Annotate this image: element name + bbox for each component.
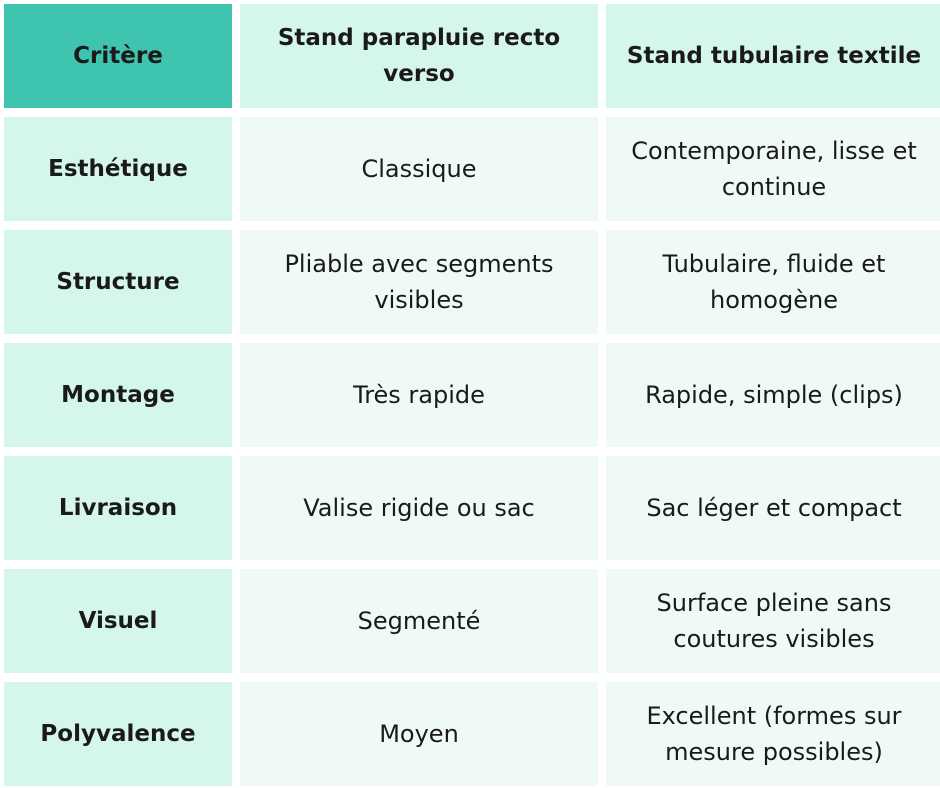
row-criterion-montage: Montage (4, 343, 232, 447)
row-value-tubulaire-structure: Tubulaire, fluide et homogène (606, 230, 940, 334)
header-stand-parapluie: Stand parapluie recto verso (240, 4, 598, 108)
row-criterion-esthetique: Esthétique (4, 117, 232, 221)
row-value-tubulaire-esthetique: Contemporaine, lisse et continue (606, 117, 940, 221)
header-stand-tubulaire: Stand tubulaire textile (606, 4, 940, 108)
row-value-parapluie-visuel: Segmenté (240, 569, 598, 673)
row-value-tubulaire-polyvalence: Excellent (formes sur mesure possibles) (606, 682, 940, 786)
row-criterion-structure: Structure (4, 230, 232, 334)
header-criterion: Critère (4, 4, 232, 108)
row-criterion-visuel: Visuel (4, 569, 232, 673)
row-value-parapluie-polyvalence: Moyen (240, 682, 598, 786)
row-value-tubulaire-visuel: Surface pleine sans coutures visibles (606, 569, 940, 673)
row-value-tubulaire-livraison: Sac léger et compact (606, 456, 940, 560)
row-value-parapluie-structure: Pliable avec segments visibles (240, 230, 598, 334)
row-criterion-livraison: Livraison (4, 456, 232, 560)
row-value-parapluie-livraison: Valise rigide ou sac (240, 456, 598, 560)
row-value-tubulaire-montage: Rapide, simple (clips) (606, 343, 940, 447)
row-value-parapluie-esthetique: Classique (240, 117, 598, 221)
row-value-parapluie-montage: Très rapide (240, 343, 598, 447)
row-criterion-polyvalence: Polyvalence (4, 682, 232, 786)
